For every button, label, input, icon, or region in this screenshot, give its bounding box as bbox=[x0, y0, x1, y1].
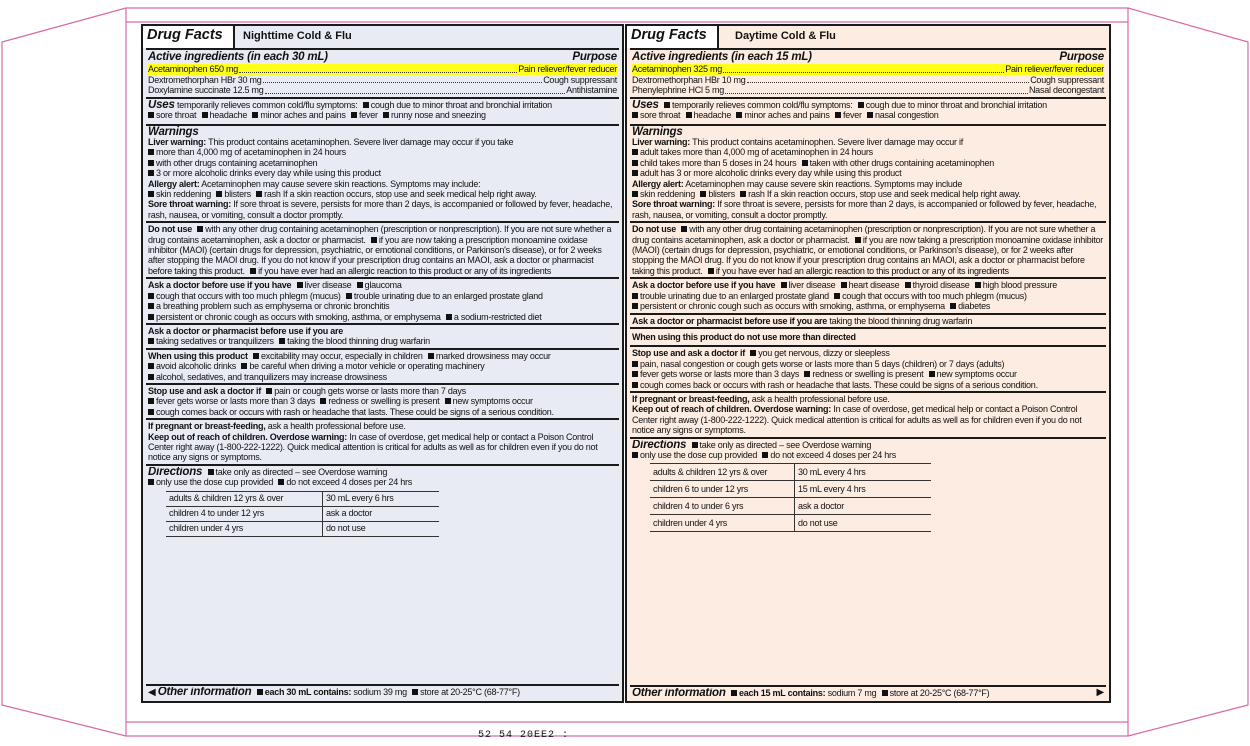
when-using-section: When using this product excitability may occur, especially in children marked drowsiness may occur avoid alcoholic drinks be careful when driving a motor vehicle or operating machinery alcohol, sedatives, and tranquilizers may increase drowsiness bbox=[146, 348, 619, 383]
table-row: children under 4 yrs do not use bbox=[650, 515, 931, 532]
dosage-table bbox=[166, 491, 439, 537]
active-ingredients-header: Active ingredients (in each 15 mL) bbox=[632, 51, 812, 63]
warnings-section: Warnings Liver warning: This product contains acetaminophen. Severe liver damage may occur if you take more than 4,000 mg of acetaminophen in 24 hours with other drugs containing acetaminophen 3 or more alcoholic drinks every day while using this product Allergy alert: Acetaminophen may cause severe skin reactions. Symptoms may include: skin reddening blisters rash If a skin reaction occurs, stop use and seek medical help right away. Sore throat warning: If sore throat is severe, persists for more than 2 days, is accompanied or followed by fever, headache, rash, nausea, or vomiting, consult a doctor promptly. bbox=[146, 124, 619, 222]
daytime-drug-facts-panel bbox=[625, 24, 1111, 703]
table-row: children 4 to under 6 yrs ask a doctor bbox=[650, 498, 931, 515]
ingredient-row: Dextromethorphan HBr 30 mg Cough suppressant bbox=[148, 74, 617, 85]
purpose-header: Purpose bbox=[1059, 51, 1104, 63]
ask-pharmacist-section: Ask a doctor or pharmacist before use if you are taking sedatives or tranquilizers taking the blood thinning drug warfarin bbox=[146, 323, 619, 348]
when-using-section: When using this product do not use more than directed bbox=[630, 327, 1106, 345]
do-not-use-section: Do not use with any other drug containing acetaminophen (prescription or nonprescription). If you are not sure whether a drug contains acetaminophen, ask a doctor or pharmacist. if you are now taking a prescription monoamine oxidase inhibitor (MAOI) (certain drugs for depression, psychiatric, or emotional conditions, or Parkinson's disease), or for 2 weeks after stopping the MAOI drug. If you do not know if your prescription drug contains an MAOI, ask a doctor or pharmacist before taking this product. if you have ever had an allergic reaction to this product or any of its ingredients bbox=[630, 221, 1106, 277]
uses-section: Uses temporarily relieves common cold/flu symptoms: cough due to minor throat and bronchial irritation sore throat headache minor aches and pains fever nasal congestion bbox=[630, 97, 1106, 124]
ingredient-row: Dextromethorphan HBr 10 mg Cough suppressant bbox=[632, 74, 1104, 85]
stop-use-section: Stop use and ask a doctor if pain or cough gets worse or lasts more than 7 days fever gets worse or lasts more than 3 days redness or swelling is present new symptoms occur cough comes back or occurs with rash or headache that lasts. These could be signs of a serious condition. bbox=[146, 383, 619, 418]
tab-title: Drug Facts bbox=[631, 27, 707, 43]
ingredient-row: Doxylamine succinate 12.5 mg Antihistamine bbox=[148, 85, 617, 96]
other-information-section: ◀ Other information each 30 mL contains: sodium 39 mg store at 20-25°C (68-77°F) bbox=[146, 684, 619, 699]
table-row: children 4 to under 12 yrs ask a doctor bbox=[166, 506, 439, 521]
active-ingredients-section bbox=[630, 48, 1106, 97]
active-ingredients-header: Active ingredients (in each 30 mL) bbox=[148, 51, 328, 63]
ingredient-row: Phenylephrine HCl 5 mg Nasal decongestant bbox=[632, 85, 1104, 96]
product-name: Nighttime Cold & Flu bbox=[243, 30, 352, 42]
right-arrow-icon: ▶ bbox=[1096, 687, 1104, 698]
warnings-section: Warnings Liver warning: This product contains acetaminophen. Severe liver damage may occur if adult takes more than 4,000 mg of acetaminophen in 24 hours child takes more than 5 doses in 24 hours taken with other drugs containing acetaminophen adult has 3 or more alcoholic drinks every day while using this product Allergy alert: Acetaminophen may cause severe skin reactions. Symptoms may include skin reddening blisters rash If a skin reaction occurs, stop use and seek medical help right away. Sore throat warning: If sore throat is severe, persists for more than 2 days, is accompanied or followed by fever, headache, rash, nausea, or vomiting, consult a doctor promptly. bbox=[630, 124, 1106, 222]
active-ingredients-section bbox=[146, 48, 619, 97]
directions-section: Directions take only as directed – see Overdose warning only use the dose cup provided do not exceed 4 doses per 24 hrs adults & children 12 yrs & over 30 mL every 4 hrs children 6 to under 12 yrs 15 mL every 4 hrs children 4 to under 6 yrs ask a doctor children under 4 yrs do not use bbox=[630, 437, 1106, 535]
dosage-table bbox=[650, 463, 931, 532]
ingredient-row: Acetaminophen 650 mg Pain reliever/fever reducer bbox=[148, 64, 617, 74]
do-not-use-section: Do not use with any other drug containing acetaminophen (prescription or nonprescription). If you are not sure whether a drug contains acetaminophen, ask a doctor or pharmacist. if you are now taking a prescription monoamine oxidase inhibitor (MAOI) (certain drugs for depression, psychiatric, or emotional conditions, or Parkinson's disease), or for 2 weeks after stopping the MAOI drug. If you do not know if your prescription drug contains an MAOI, ask a doctor or pharmacist before taking this product. if you have ever had an allergic reaction to this product or any of its ingredients bbox=[146, 221, 619, 277]
directions-section: Directions take only as directed – see Overdose warning only use the dose cup provided do not exceed 4 doses per 24 hrs adults & children 12 yrs & over 30 mL every 6 hrs children 4 to under 12 yrs ask a doctor children under 4 yrs do not use bbox=[146, 464, 619, 539]
nighttime-drug-facts-panel bbox=[141, 24, 624, 703]
uses-section: Uses temporarily relieves common cold/flu symptoms: cough due to minor throat and bronchial irritation sore throat headache minor aches and pains fever runny nose and sneezing bbox=[146, 97, 619, 124]
other-information-section: Other information each 15 mL contains: sodium 7 mg store at 20-25°C (68-77°F) ▶ bbox=[630, 685, 1106, 699]
drug-facts-tab bbox=[143, 24, 235, 48]
ask-doctor-section: Ask a doctor before use if you have liver disease glaucoma cough that occurs with too much phlegm (mucus) trouble urinating due to an enlarged prostate gland a breathing problem such as emphysema or chronic bronchitis persistent or chronic cough as occurs with smoking, asthma, or emphysema a sodium-restricted diet bbox=[146, 277, 619, 323]
lot-code: 52 54 20EE2 : bbox=[478, 730, 570, 741]
pregnancy-overdose-section: If pregnant or breast-feeding, ask a health professional before use. Keep out of reach of children. Overdose warning: In case of overdose, get medical help or contact a Poison Control Center right away (1-800-222-1222). Quick medical attention is critical for adults as well as for children even if you do not notice any signs or symptoms. bbox=[146, 418, 619, 464]
pregnancy-overdose-section: If pregnant or breast-feeding, ask a health professional before use. Keep out of reach of children. Overdose warning: In case of overdose, get medical help or contact a Poison Control Center right away (1-800-222-1222). Quick medical attention is critical for adults as well as for children even if you do not notice any signs or symptoms. bbox=[630, 391, 1106, 437]
table-row: adults & children 12 yrs & over 30 mL every 6 hrs bbox=[166, 491, 439, 506]
table-row: children 6 to under 12 yrs 15 mL every 4 hrs bbox=[650, 481, 931, 498]
ask-pharmacist-section: Ask a doctor or pharmacist before use if you are taking the blood thinning drug warfarin bbox=[630, 313, 1106, 327]
stop-use-section: Stop use and ask a doctor if you get nervous, dizzy or sleepless pain, nasal congestion or cough gets worse or lasts more than 5 days (children) or 7 days (adults) fever gets worse or lasts more than 3 days redness or swelling is present new symptoms occur cough comes back or occurs with rash or headache that lasts. These could be signs of a serious condition. bbox=[630, 345, 1106, 391]
table-row: children under 4 yrs do not use bbox=[166, 521, 439, 536]
ingredient-row: Acetaminophen 325 mg Pain reliever/fever reducer bbox=[632, 64, 1104, 74]
drug-facts-tab bbox=[627, 24, 719, 48]
table-row: adults & children 12 yrs & over 30 mL every 4 hrs bbox=[650, 464, 931, 481]
tab-title: Drug Facts bbox=[147, 27, 223, 43]
product-name: Daytime Cold & Flu bbox=[735, 30, 836, 42]
purpose-header: Purpose bbox=[572, 51, 617, 63]
ask-doctor-section: Ask a doctor before use if you have liver disease heart disease thyroid disease high blood pressure trouble urinating due to an enlarged prostate gland cough that occurs with too much phlegm (mucus) persistent or chronic cough such as occurs with smoking, asthma, or emphysema diabetes bbox=[630, 277, 1106, 312]
left-arrow-icon: ◀ bbox=[148, 686, 156, 698]
